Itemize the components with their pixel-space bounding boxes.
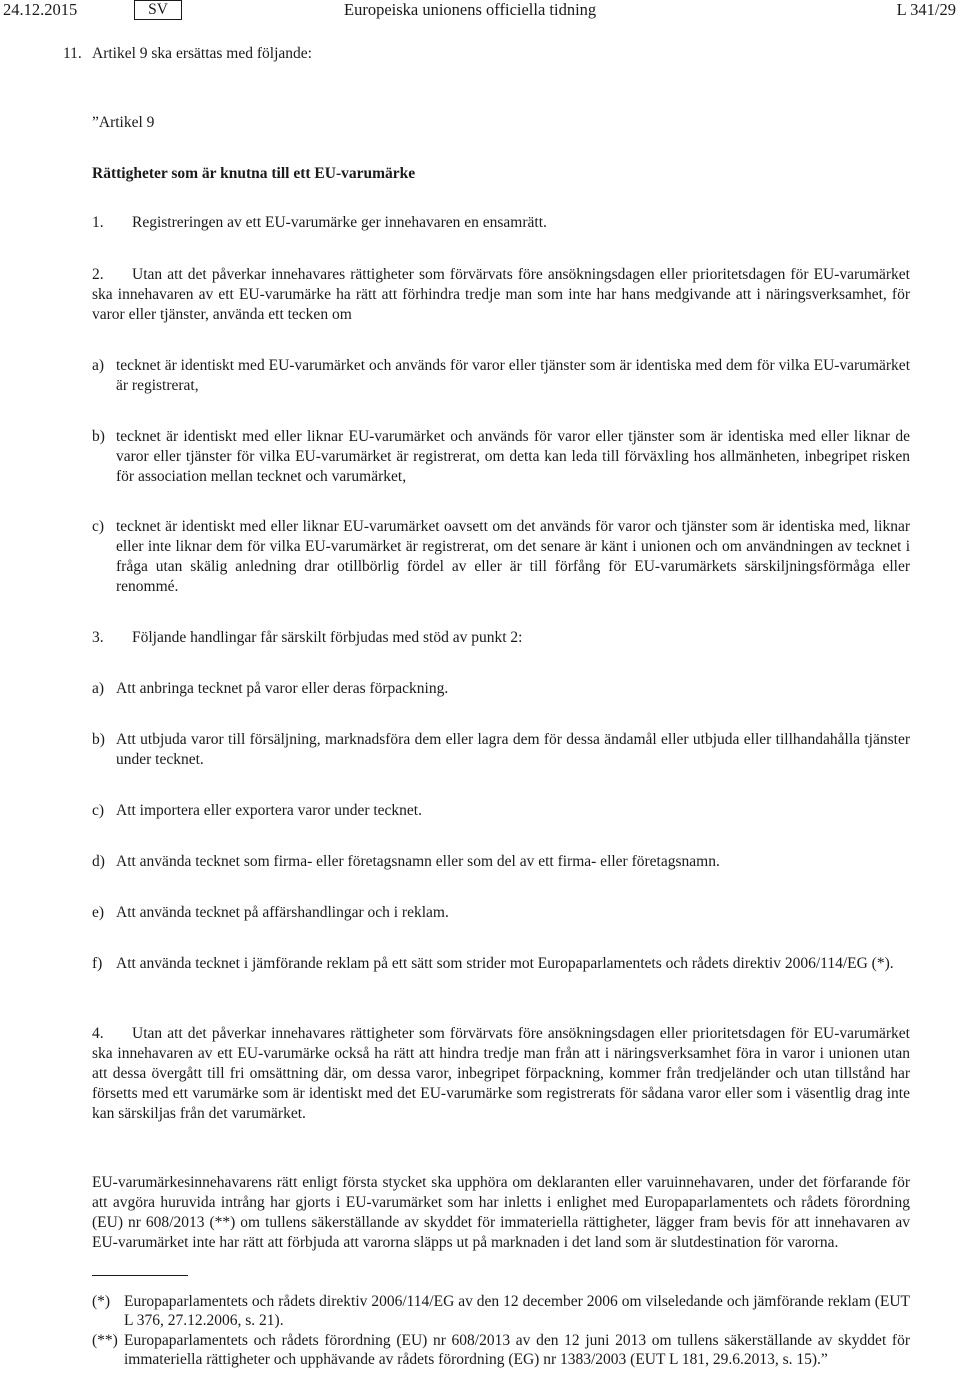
list-item-label: b) xyxy=(92,428,105,445)
list-item-text: Att utbjuda varor till försäljning, marknadsföra dem eller lagra dem för dessa ändamål eller utbjuda eller tillhandahålla tjänster under tecknet. xyxy=(116,731,910,768)
paragraph-number: 3. xyxy=(92,629,104,646)
publication-date: 24.12.2015 xyxy=(3,0,78,19)
paragraph-text: Registreringen av ett EU-varumärke ger innehavaren en ensamrätt. xyxy=(132,214,547,231)
list-item xyxy=(92,801,910,821)
list-item-text: tecknet är identiskt med eller liknar EU-varumärket oavsett om det används för varor och tjänster som är identiska med, liknar eller inte liknar dem för vilka EU-varumärket är registrerat, om det senare är känt i unionen och om användningen av tecknet i fråga utan skälig anledning drar otillbörlig fördel av eller är till förfång för EU-varumärkets särskiljningsförmåga eller renommé. xyxy=(116,518,910,595)
paragraph-3 xyxy=(92,628,910,648)
paragraph-2 xyxy=(92,265,910,325)
list-item-label: c) xyxy=(92,518,105,535)
footnote-mark: (*) xyxy=(92,1293,111,1310)
journal-title: Europeiska unionens officiella tidning xyxy=(344,0,597,19)
paragraph-number: 1. xyxy=(92,214,104,231)
list-item-text: Att importera eller exportera varor under tecknet. xyxy=(116,802,422,819)
page-reference: L 341/29 xyxy=(896,0,956,19)
paragraph-text: Följande handlingar får särskilt förbjudas med stöd av punkt 2: xyxy=(132,629,523,646)
footnote xyxy=(92,1331,910,1369)
amendment-number: 11. xyxy=(63,45,82,62)
language-badge: SV xyxy=(134,0,182,20)
list-item-text: Att använda tecknet i jämförande reklam på ett sätt som strider mot Europaparlamentets och rådets direktiv 2006/114/EG (*). xyxy=(116,955,894,972)
paragraph-4 xyxy=(92,1024,910,1124)
paragraph-1 xyxy=(92,213,910,233)
list-item xyxy=(92,356,910,396)
list-item xyxy=(92,679,910,699)
paragraph-text: Utan att det påverkar innehavares rättigheter som förvärvats före ansökningsdagen eller prioritetsdagen för EU-varumärket ska innehavaren av ett EU-varumärke också ha rätt att hindra tredje man från att i näringsverksamhet föra in varor i unionen utan att dessa övergått till fri omsättning där, om dessa varor, inbegripet förpackning, kommer från tredjeländer och utan tillstånd har försetts med ett varumärke som är identiskt med det EU-varumärke som registrerats för sådana varor eller som i väsentlig drag inte kan särskiljas från det varumärket. xyxy=(92,1025,910,1122)
list-item xyxy=(92,852,910,872)
paragraph-number: 4. xyxy=(92,1025,104,1042)
footnote-text: Europaparlamentets och rådets förordning (EU) nr 608/2013 av den 12 juni 2013 om tullens säkerställande av skyddet för immateriella rättigheter och upphävande av rådets förordning (EG) nr 1383/2003 (EUT L 181, 29.6.2013, s. 15).” xyxy=(124,1332,910,1368)
list-item xyxy=(92,517,910,597)
footnote xyxy=(92,1292,910,1330)
amendment-text: Artikel 9 ska ersättas med följande: xyxy=(92,45,312,62)
list-item-text: Att använda tecknet på affärshandlingar och i reklam. xyxy=(116,904,449,921)
article-heading: Rättigheter som är knutna till ett EU-varumärke xyxy=(92,165,416,182)
list-item-label: e) xyxy=(92,904,105,921)
article-label: ”Artikel 9 xyxy=(92,114,155,131)
list-item-label: a) xyxy=(92,680,105,697)
footnote-text: Europaparlamentets och rådets direktiv 2006/114/EG av den 12 december 2006 om vilseledande och jämförande reklam (EUT L 376, 27.12.2006, s. 21). xyxy=(124,1293,910,1329)
list-item-text: Att anbringa tecknet på varor eller deras förpackning. xyxy=(116,680,449,697)
list-item xyxy=(92,903,910,923)
list-item xyxy=(92,427,910,487)
paragraph-number: 2. xyxy=(92,266,104,283)
paragraph-text: Utan att det påverkar innehavares rättigheter som förvärvats före ansökningsdagen eller prioritetsdagen för EU-varumärket ska innehavaren av ett EU-varumärke ha rätt att förhindra tredje man som inte har hans medgivande att i näringsverksamhet, för varor eller tjänster, använda ett tecken om xyxy=(92,266,910,323)
page-header xyxy=(0,0,960,22)
list-item-label: a) xyxy=(92,357,105,374)
list-item-label: f) xyxy=(92,955,103,972)
list-item-label: b) xyxy=(92,731,105,748)
list-item-text: tecknet är identiskt med eller liknar EU-varumärket och används för varor eller tjänster som är identiska med eller liknar de varor eller tjänster för vilka EU-varumärket är registrerat, om detta kan leda till förväxling hos allmänheten, inbegripet risken för association mellan tecknet och varumärket, xyxy=(116,428,910,485)
footnote-divider xyxy=(92,1275,188,1276)
paragraph-4-subparagraph: EU-varumärkesinnehavarens rätt enligt första stycket ska upphöra om deklaranten eller varuinnehavaren, under det förfarande för att avgöra huruvida intrång har gjorts i EU-varumärket som har inletts i enlighet med Europaparlamentets och rådets förordning (EU) nr 608/2013 (**) om tullens säkerställande av skyddet för immateriella rättigheter, lägger fram bevis för att innehavaren av EU-varumärket inte har rätt att förbjuda att varorna släpps ut på marknaden i det land som är slutdestination för varorna. xyxy=(92,1174,910,1251)
list-item xyxy=(92,730,910,770)
list-item-text: tecknet är identiskt med EU-varumärket och används för varor eller tjänster som är identiska med dem för vilka EU-varumärket är registrerat, xyxy=(116,357,910,394)
list-item-label: d) xyxy=(92,853,105,870)
footnote-mark: (**) xyxy=(92,1332,118,1349)
list-item-text: Att använda tecknet som firma- eller företagsnamn eller som del av ett firma- eller företagsnamn. xyxy=(116,853,720,870)
list-item xyxy=(92,954,910,974)
list-item-label: c) xyxy=(92,802,105,819)
